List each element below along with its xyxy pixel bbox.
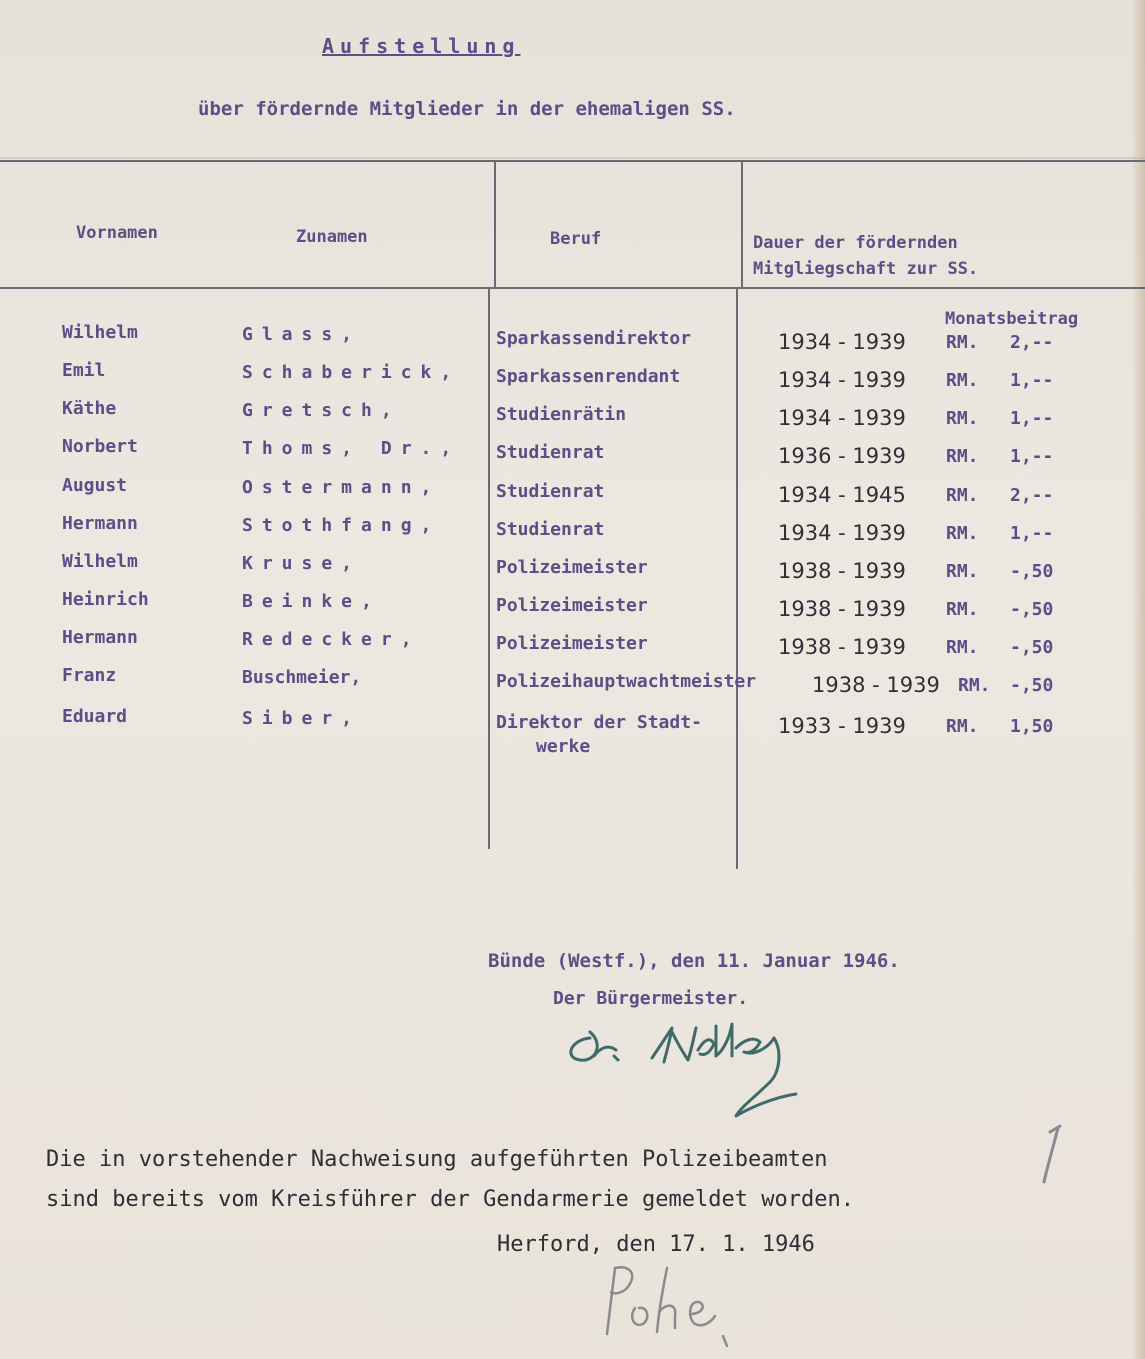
header-last-name: Zunamen <box>296 227 368 247</box>
row-last-name: Beinke, <box>242 591 381 612</box>
row-fee: -,50 <box>1010 637 1054 658</box>
place-date: Bünde (Westf.), den 11. Januar 1946. <box>488 950 900 972</box>
row-currency: RM. <box>946 523 979 544</box>
pencil-initials <box>595 1258 755 1352</box>
row-first-name: Emil <box>62 360 106 381</box>
row-last-name: Redecker, <box>242 629 421 650</box>
row-last-name: Glass, <box>242 324 362 345</box>
row-years: 1934 - 1939 <box>778 368 906 392</box>
row-currency: RM. <box>946 637 979 658</box>
header-profession: Beruf <box>550 229 602 249</box>
police-note <box>46 1140 854 1220</box>
row-profession: Polizeimeister <box>496 595 648 616</box>
mayor-signature <box>560 1010 820 1134</box>
row-first-name: Franz <box>62 665 117 686</box>
row-years: 1934 - 1945 <box>778 483 906 507</box>
row-profession: Polizeimeister <box>496 557 648 578</box>
row-fee: -,50 <box>1010 599 1054 620</box>
pencil-mark-number <box>1020 1120 1080 1194</box>
row-currency: RM. <box>946 370 979 391</box>
row-years: 1936 - 1939 <box>778 444 906 468</box>
row-first-name: Hermann <box>62 627 138 648</box>
row-last-name: Siber, <box>242 708 362 729</box>
signatory-title: Der Bürgermeister. <box>553 988 749 1009</box>
row-last-name: Buschmeier, <box>242 667 362 688</box>
table-top-rule <box>0 160 1145 162</box>
column-divider-duration <box>741 162 743 288</box>
row-currency: RM. <box>946 716 979 737</box>
row-profession-line2: werke <box>536 736 591 757</box>
police-note-line1: Die in vorstehender Nachweisung aufgeführten Polizeibeamten <box>46 1147 828 1172</box>
row-profession: Polizeimeister <box>496 633 648 654</box>
row-currency: RM. <box>946 446 979 467</box>
document-title: Aufstellung <box>322 34 521 58</box>
row-fee: 1,50 <box>1010 716 1054 737</box>
table-header-rule <box>0 287 1145 289</box>
column-divider-duration-body <box>736 289 738 869</box>
row-first-name: Wilhelm <box>62 322 138 343</box>
paper-edge <box>1131 0 1145 1359</box>
row-last-name: Ostermann, <box>242 477 441 498</box>
row-years: 1938 - 1939 <box>778 635 906 659</box>
row-first-name: Wilhelm <box>62 551 138 572</box>
police-note-line2: sind bereits vom Kreisführer der Gendarmerie gemeldet worden. <box>46 1187 854 1212</box>
row-currency: RM. <box>946 408 979 429</box>
document-subtitle: über fördernde Mitglieder in der ehemaligen SS. <box>198 98 736 120</box>
row-first-name: Käthe <box>62 398 117 419</box>
row-profession: Sparkassenrendant <box>496 366 681 387</box>
herford-date: Herford, den 17. 1. 1946 <box>497 1232 815 1257</box>
row-profession: Studienrat <box>496 442 605 463</box>
row-last-name: Schaberick, <box>242 362 461 383</box>
row-profession: Studienrat <box>496 481 605 502</box>
row-currency: RM. <box>946 599 979 620</box>
row-years: 1938 - 1939 <box>812 673 940 697</box>
column-divider-profession <box>494 162 496 288</box>
row-fee: 2,-- <box>1010 485 1054 506</box>
row-last-name: Gretsch, <box>242 400 401 421</box>
row-first-name: Eduard <box>62 706 128 727</box>
row-fee: 2,-- <box>1010 332 1054 353</box>
row-fee: -,50 <box>1010 675 1054 696</box>
column-divider-profession-body <box>488 289 490 849</box>
row-fee: 1,-- <box>1010 370 1054 391</box>
header-first-name: Vornamen <box>76 223 158 243</box>
row-first-name: August <box>62 475 128 496</box>
row-first-name: Norbert <box>62 436 138 457</box>
row-first-name: Heinrich <box>62 589 149 610</box>
row-profession: Studienrätin <box>496 404 627 425</box>
row-profession: Sparkassendirektor <box>496 328 692 349</box>
row-first-name: Hermann <box>62 513 138 534</box>
row-fee: 1,-- <box>1010 408 1054 429</box>
row-currency: RM. <box>958 675 991 696</box>
header-duration: Dauer der fördernden <box>753 233 958 253</box>
row-last-name: Kruse, <box>242 553 362 574</box>
row-profession: Direktor der Stadt- <box>496 712 702 733</box>
row-profession: Studienrat <box>496 519 605 540</box>
row-last-name: Thoms, Dr., <box>242 438 461 459</box>
row-currency: RM. <box>946 561 979 582</box>
row-profession: Polizeihauptwachtmeister <box>496 671 757 692</box>
row-years: 1934 - 1939 <box>778 330 906 354</box>
row-fee: 1,-- <box>1010 446 1054 467</box>
row-years: 1934 - 1939 <box>778 406 906 430</box>
paper-fold <box>0 157 1145 159</box>
row-fee: -,50 <box>1010 561 1054 582</box>
row-last-name: Stothfang, <box>242 515 441 536</box>
row-years: 1934 - 1939 <box>778 521 906 545</box>
row-currency: RM. <box>946 485 979 506</box>
header-monthly-fee: Monatsbeitrag <box>945 309 1079 329</box>
row-years: 1938 - 1939 <box>778 559 906 583</box>
row-years: 1933 - 1939 <box>778 714 906 738</box>
header-duration-line2: Mitgliegschaft zur SS. <box>753 259 979 279</box>
row-fee: 1,-- <box>1010 523 1054 544</box>
row-years: 1938 - 1939 <box>778 597 906 621</box>
row-currency: RM. <box>946 332 979 353</box>
